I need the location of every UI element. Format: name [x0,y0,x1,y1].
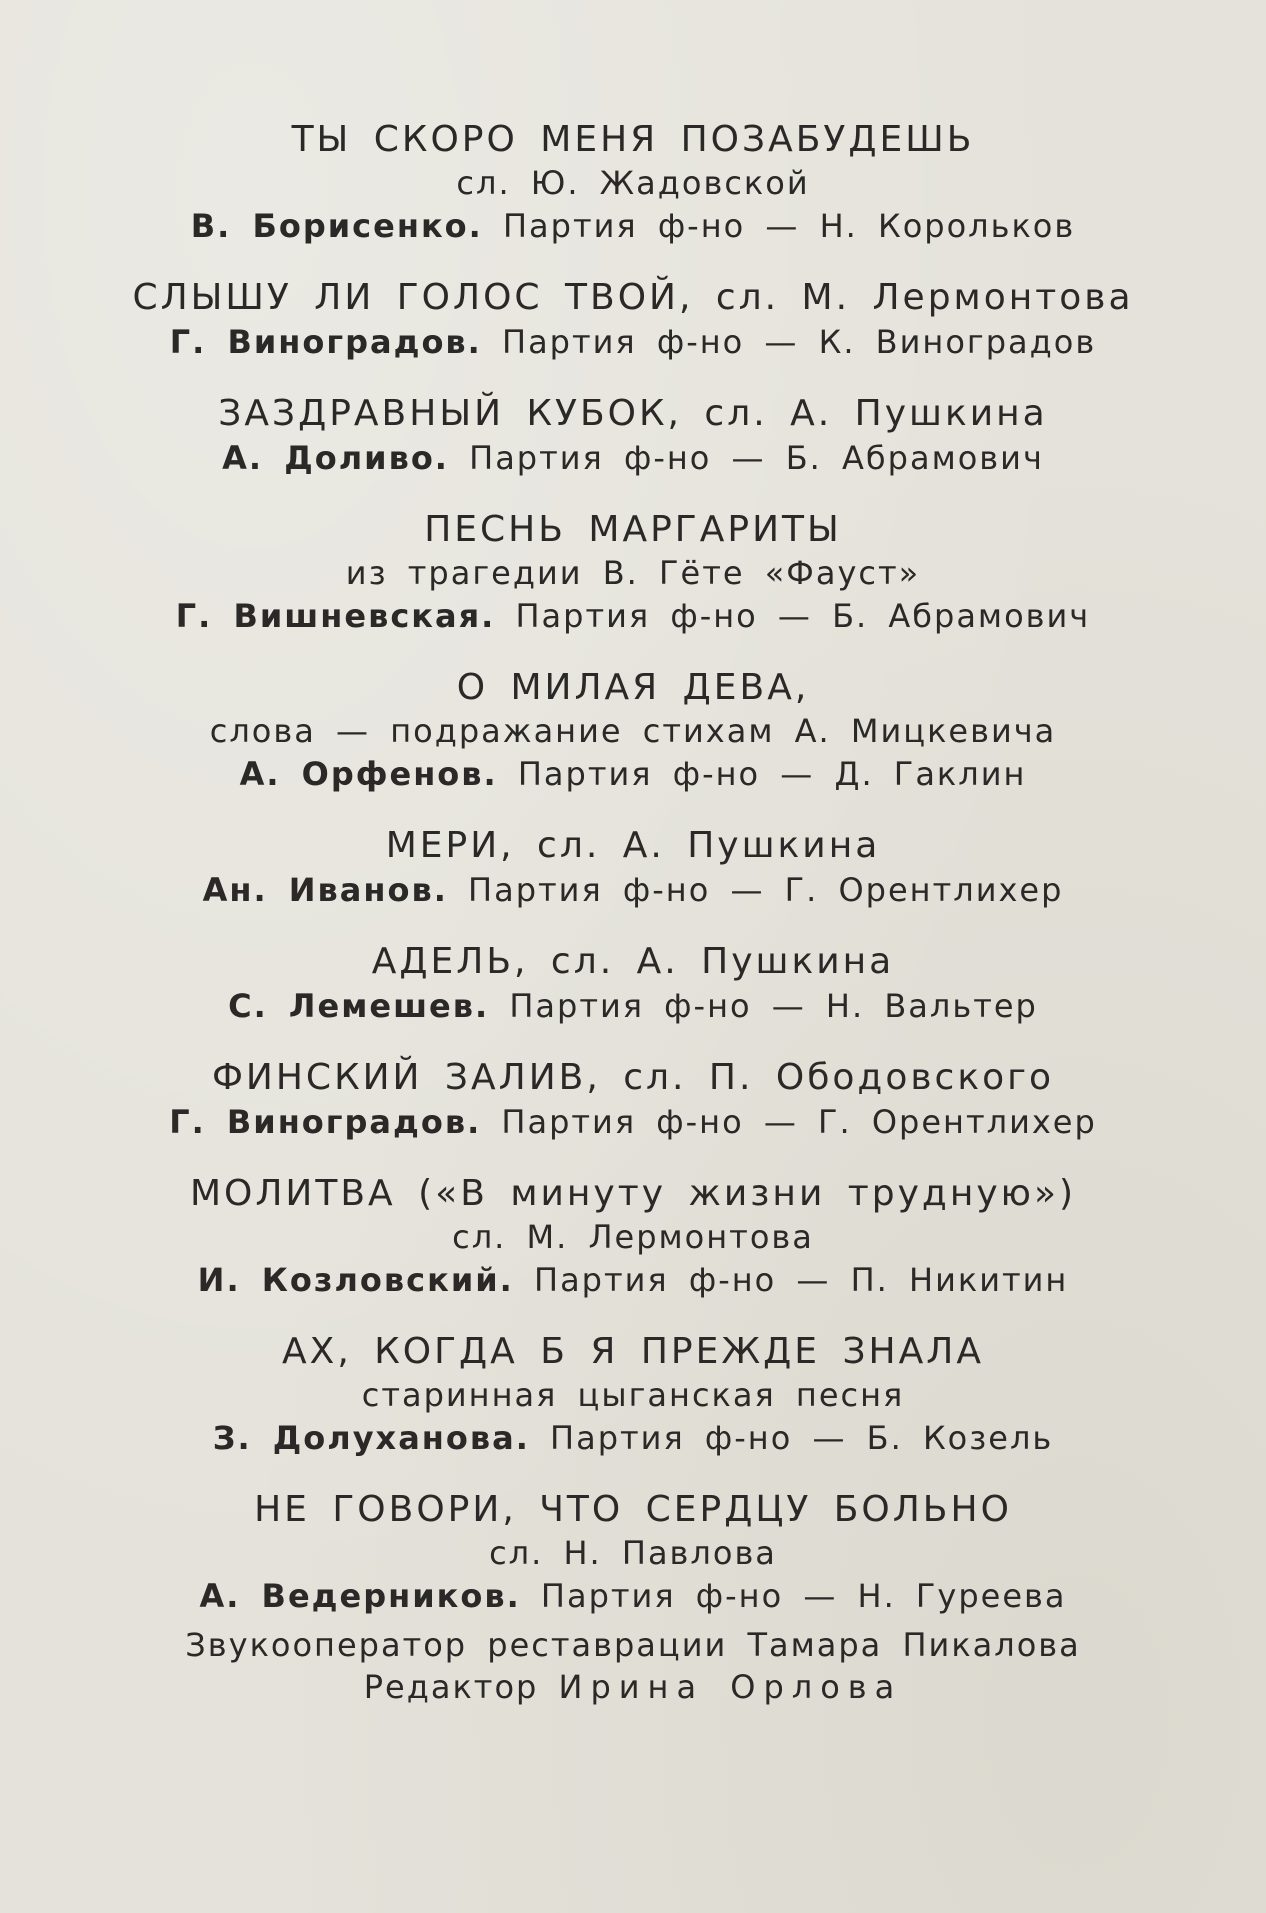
track-title: О МИЛАЯ ДЕВА, [456,667,810,708]
performer-line [60,752,1206,796]
performer-name: И. Козловский. [197,1261,514,1299]
track-title: АХ, КОГДА Б Я ПРЕЖДЕ ЗНАЛА [282,1331,984,1372]
performer-name: А. Доливо. [222,439,449,477]
accompaniment: Партия ф-но — Б. Козель [550,1419,1054,1457]
track-list [60,118,1206,1708]
track-title: ФИНСКИЙ ЗАЛИВ, сл. П. Ободовского [211,1057,1055,1098]
track-item [60,276,1206,364]
track-source: из трагедии В. Гёте «Фауст» [345,554,921,592]
performer-name: Г. Виноградов. [169,1103,482,1141]
track-item [60,1172,1206,1302]
track-title: МОЛИТВА («В минуту жизни трудную») [189,1173,1077,1214]
performer-name: Ан. Иванов. [202,871,448,909]
editor-credit [60,1666,1206,1708]
track-item [60,1488,1206,1618]
performer-name: В. Борисенко. [190,207,483,245]
performer-name: А. Орфенов. [239,755,498,793]
performer-line [60,204,1206,248]
accompaniment: Партия ф-но — Б. Абрамович [469,439,1044,477]
accompaniment: Партия ф-но — Н. Гуреева [540,1577,1067,1615]
performer-name: А. Ведерников. [199,1577,521,1615]
track-item [60,118,1206,248]
performer-name: Г. Вишневская. [175,597,496,635]
performer-name: З. Долуханова. [212,1419,530,1457]
track-item [60,392,1206,480]
performer-line [60,1416,1206,1460]
track-title: ЗАЗДРАВНЫЙ КУБОК, сл. А. Пушкина [218,393,1048,434]
track-lyricist: сл. Ю. Жадовской [456,164,810,202]
performer-line [60,320,1206,364]
performer-line [60,1100,1206,1144]
track-item [60,1330,1206,1460]
accompaniment: Партия ф-но — Г. Орентлихер [501,1103,1097,1141]
performer-line [60,436,1206,480]
track-description: старинная цыганская песня [361,1376,905,1414]
performer-line [60,1258,1206,1302]
track-lyricist: слова — подражание стихам А. Мицкевича [209,712,1057,750]
sound-engineer-credit: Звукооператор реставрации Тамара Пикалова [185,1626,1081,1664]
track-title: СЛЫШУ ЛИ ГОЛОС ТВОЙ, сл. М. Лермонтова [132,277,1134,318]
performer-line [60,1574,1206,1618]
track-lyricist: сл. Н. Павлова [489,1534,777,1572]
accompaniment: Партия ф-но — П. Никитин [534,1261,1069,1299]
track-item [60,666,1206,796]
track-item [60,1056,1206,1144]
accompaniment: Партия ф-но — К. Виноградов [502,323,1097,361]
track-item [60,940,1206,1028]
editor-label: Редактор [363,1668,539,1706]
performer-line [60,868,1206,912]
track-title: МЕРИ, сл. А. Пушкина [385,825,881,866]
track-title: НЕ ГОВОРИ, ЧТО СЕРДЦУ БОЛЬНО [254,1489,1012,1530]
track-item [60,508,1206,638]
accompaniment: Партия ф-но — Н. Корольков [502,207,1076,245]
accompaniment: Партия ф-но — Д. Гаклин [517,755,1027,793]
track-title: ТЫ СКОРО МЕНЯ ПОЗАБУДЕШЬ [291,119,975,160]
performer-line [60,594,1206,638]
track-title: ПЕСНЬ МАРГАРИТЫ [424,509,842,550]
performer-name: Г. Виноградов. [169,323,482,361]
performer-line [60,984,1206,1028]
track-title: АДЕЛЬ, сл. А. Пушкина [371,941,895,982]
editor-name: Ирина Орлова [558,1668,903,1706]
accompaniment: Партия ф-но — Н. Вальтер [509,987,1038,1025]
accompaniment: Партия ф-но — Г. Орентлихер [468,871,1064,909]
performer-name: С. Лемешев. [228,987,490,1025]
track-lyricist: сл. М. Лермонтова [452,1218,814,1256]
credits [60,1624,1206,1708]
track-item [60,824,1206,912]
accompaniment: Партия ф-но — Б. Абрамович [515,597,1091,635]
